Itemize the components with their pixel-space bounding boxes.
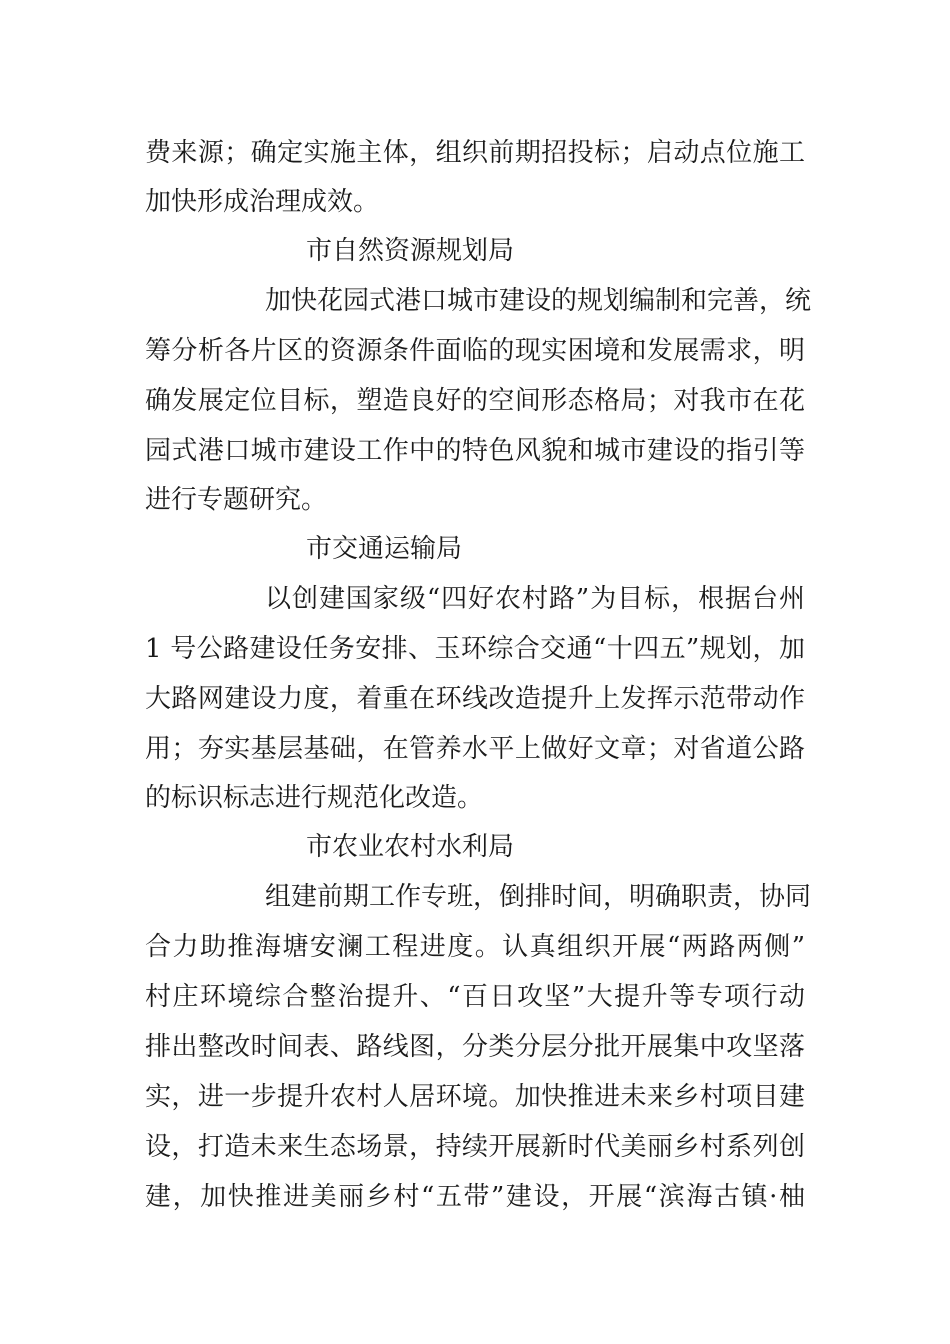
section-heading: 市自然资源规划局 xyxy=(306,236,515,266)
text-line: 组建前期工作专班，倒排时间，明确职责，协同 xyxy=(265,882,812,912)
text-line: 排出整改时间表、路线图，分类分层分批开展集中攻坚落 xyxy=(145,1032,805,1062)
text-line: 进行专题研究。 xyxy=(145,485,328,515)
text-line: 建，加快推进美丽乡村“五带”建设，开展“滨海古镇·柚 xyxy=(145,1182,805,1212)
text-line: 村庄环境综合整治提升、“百日攻坚”大提升等专项行动 xyxy=(145,982,805,1012)
text-line: 设，打造未来生态场景，持续开展新时代美丽乡村系列创 xyxy=(145,1132,805,1162)
text-line: 费来源；确定实施主体，组织前期招投标；启动点位施工 xyxy=(145,138,805,168)
text-line: 以创建国家级“四好农村路”为目标，根据台州 xyxy=(265,584,805,614)
text-line: 加快花园式港口城市建设的规划编制和完善，统 xyxy=(265,286,812,316)
text-line: 的标识标志进行规范化改造。 xyxy=(145,783,484,813)
text-line: 确发展定位目标，塑造良好的空间形态格局；对我市在花 xyxy=(145,386,805,416)
text-line: 筹分析各片区的资源条件面临的现实困境和发展需求，明 xyxy=(145,336,805,366)
section-heading: 市交通运输局 xyxy=(306,534,463,564)
text-line: 大路网建设力度，着重在环线改造提升上发挥示范带动作 xyxy=(145,684,805,714)
text-line: 1 号公路建设任务安排、玉环综合交通“十四五”规划，加 xyxy=(145,634,805,664)
text-line: 园式港口城市建设工作中的特色风貌和城市建设的指引等 xyxy=(145,436,805,466)
text-line: 加快形成治理成效。 xyxy=(145,187,380,217)
text-line: 实，进一步提升农村人居环境。加快推进未来乡村项目建 xyxy=(145,1082,805,1112)
text-line: 合力助推海塘安澜工程进度。认真组织开展“两路两侧” xyxy=(145,932,805,962)
section-heading: 市农业农村水利局 xyxy=(306,832,515,862)
text-line: 用；夯实基层基础，在管养水平上做好文章；对省道公路 xyxy=(145,734,805,764)
